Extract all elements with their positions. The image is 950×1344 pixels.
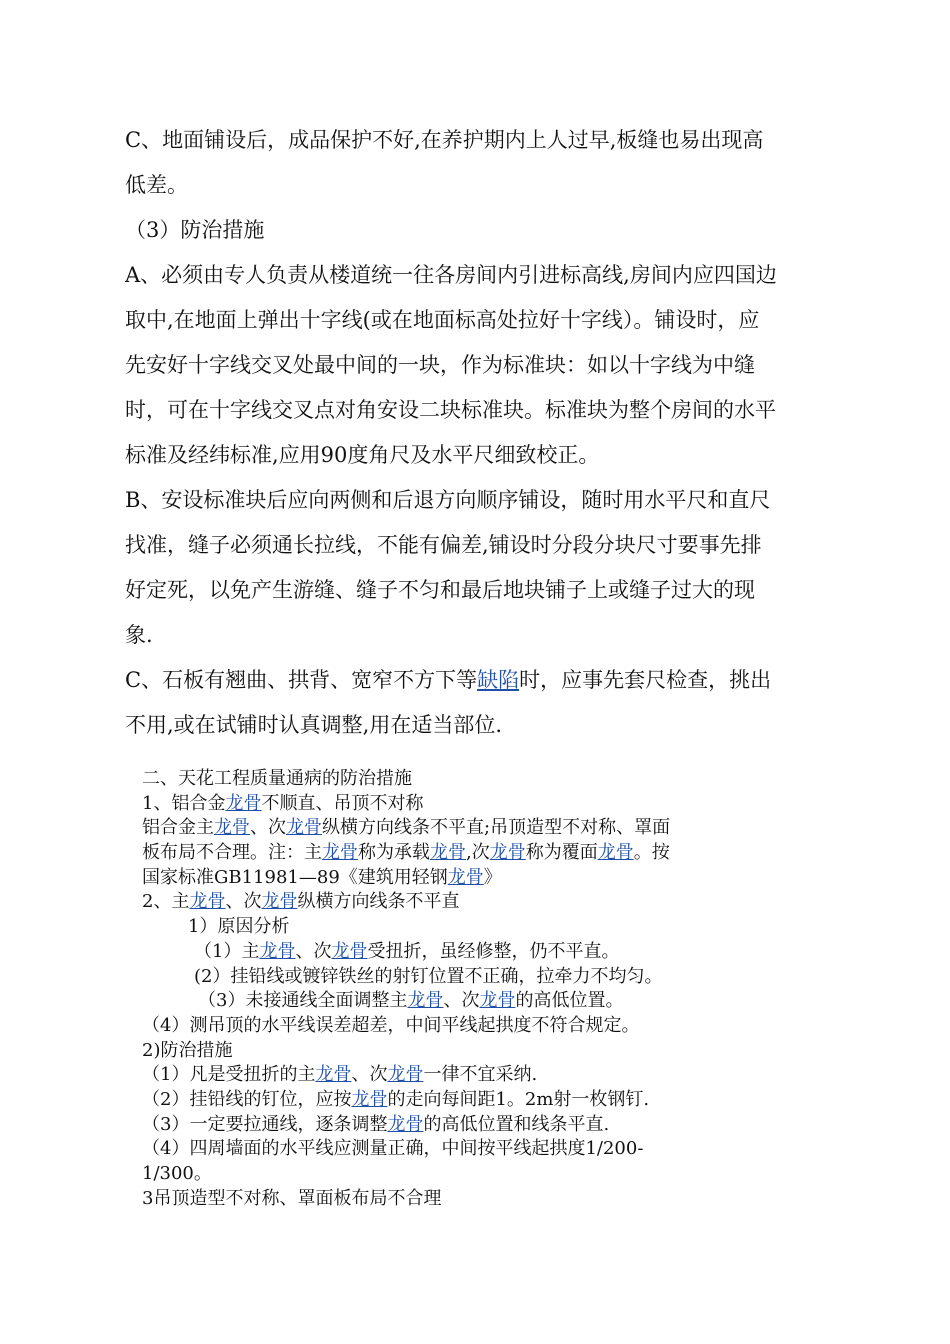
text-run: 1、铝合金 (142, 792, 226, 814)
text-run: 。按 (633, 842, 670, 864)
text-run: 、次 (250, 817, 286, 839)
text-line (142, 1162, 822, 1187)
text-run: （1）凡是受扭折的主 (142, 1064, 316, 1086)
text-run: 、次 (443, 990, 480, 1012)
text-line (142, 1014, 822, 1039)
term-link[interactable]: 龙骨 (597, 842, 634, 864)
text-run: （3）未接通线全面调整主 (198, 990, 408, 1012)
text-run: （3）一定要拉通线，逐条调整 (142, 1113, 388, 1135)
text-line (142, 989, 822, 1014)
term-link[interactable]: 龙骨 (331, 940, 368, 962)
text-run: 好定死，以免产生游缝、缝子不匀和最后地块铺子上或缝子过大的现 (125, 578, 755, 602)
text-line (142, 1063, 822, 1088)
text-run: 受扭折，虽经修整，仍不平直。 (367, 940, 620, 962)
text-run: 1/300。 (142, 1163, 212, 1184)
text-line (125, 568, 825, 613)
text-line (125, 163, 825, 208)
text-run: （1）主 (194, 940, 260, 962)
section-ceiling-defects (142, 767, 822, 1211)
text-line (142, 1113, 822, 1138)
section-floor-defects (125, 118, 825, 748)
text-run: A、必须由专人负责从楼道统一往各房间内引进标高线,房间内应四国边 (125, 263, 777, 287)
text-line (142, 890, 822, 915)
term-link[interactable]: 龙骨 (479, 990, 516, 1012)
text-line (142, 1187, 822, 1212)
term-link[interactable]: 龙骨 (351, 1088, 388, 1110)
text-run: 称为承载 (358, 842, 430, 864)
text-line (142, 767, 822, 792)
text-line (142, 940, 822, 965)
text-run: 的高低位置。 (515, 990, 624, 1012)
text-run: 、次 (225, 891, 262, 913)
text-run: 找准，缝子必须通长拉线，不能有偏差,铺设时分段分块尺寸要事先排 (125, 533, 762, 557)
text-run: (2）挂铅线或镀锌铁丝的射钉位置不正确，拉牵力不均匀。 (194, 965, 663, 987)
text-line (142, 1088, 822, 1113)
text-line (125, 118, 825, 163)
text-run: 标准及经纬标准,应用90度角尺及水平尺细致校正。 (125, 443, 600, 467)
text-run: （4）测吊顶的水平线误差超差，中间平线起拱度不符合规定。 (142, 1014, 640, 1036)
text-run: 纵横方向线条不平直;吊顶造型不对称、罩面 (322, 817, 671, 839)
text-line (125, 523, 825, 568)
text-line (142, 816, 822, 841)
text-run: 低差。 (125, 173, 188, 197)
text-line (142, 792, 822, 817)
text-run: 时，可在十字线交叉点对角安设二块标准块。标准块为整个房间的水平 (125, 398, 776, 422)
text-line (142, 915, 822, 940)
text-line (142, 866, 822, 891)
term-link[interactable]: 龙骨 (430, 842, 466, 864)
text-run: 二、天花工程质量通病的防治措施 (142, 768, 412, 789)
text-line (142, 1137, 822, 1162)
text-run: 时，应事先套尺检查，挑出 (519, 668, 772, 692)
text-run: 、次 (295, 940, 332, 962)
text-line (125, 613, 825, 658)
text-run: 、次 (351, 1064, 388, 1086)
term-link[interactable]: 龙骨 (214, 817, 250, 839)
text-run: 》 (483, 866, 502, 888)
text-line (125, 298, 825, 343)
text-run: 先安好十字线交叉处最中间的一块，作为标准块：如以十字线为中缝 (125, 353, 755, 377)
text-run: 不用,或在试铺时认真调整,用在适当部位. (125, 713, 503, 737)
text-line (125, 208, 825, 253)
text-run: 2、主 (142, 891, 190, 913)
term-link[interactable]: 龙骨 (225, 792, 262, 814)
text-run: 象. (125, 623, 153, 647)
text-run: 2)防治措施 (142, 1039, 233, 1061)
text-run: 一律不宜采纳. (423, 1064, 538, 1086)
text-run: （2）挂铅线的钉位，应按 (142, 1088, 352, 1110)
text-run: （4）四周墙面的水平线应测量正确，中间按平线起拱度1/200- (142, 1138, 644, 1160)
term-link[interactable]: 龙骨 (315, 1064, 352, 1086)
text-line (125, 658, 825, 703)
text-run: 的走向每间距1。2m射一枚钢钉. (387, 1088, 650, 1110)
text-run: 铝合金主 (142, 817, 214, 839)
text-line (125, 253, 825, 298)
text-run: 国家标准GB11981—89《建筑用轻钢 (142, 866, 448, 888)
text-line (142, 965, 822, 990)
text-run: 3吊顶造型不对称、罩面板布局不合理 (142, 1187, 442, 1209)
term-link[interactable]: 龙骨 (259, 940, 296, 962)
term-link[interactable]: 龙骨 (387, 1064, 424, 1086)
term-link[interactable]: 龙骨 (189, 891, 226, 913)
text-run: 取中,在地面上弹出十字线(或在地面标高处拉好十字线）。铺设时，应 (125, 308, 760, 332)
text-run: （3）防治措施 (125, 218, 265, 242)
text-run: 纵横方向线条不平直 (297, 891, 460, 913)
text-run: C、地面铺设后，成品保护不好,在养护期内上人过早,板缝也易出现高 (125, 128, 764, 152)
text-line (125, 433, 825, 478)
text-run: 称为覆面 (525, 842, 598, 864)
term-link[interactable]: 龙骨 (489, 842, 526, 864)
text-line (125, 478, 825, 523)
text-run: 1）原因分析 (188, 916, 290, 938)
term-link[interactable]: 龙骨 (387, 1113, 424, 1135)
term-link[interactable]: 缺陷 (477, 668, 520, 692)
term-link[interactable]: 龙骨 (261, 891, 298, 913)
text-run: 不顺直、吊顶不对称 (261, 792, 424, 814)
term-link[interactable]: 龙骨 (286, 817, 322, 839)
text-line (142, 1039, 822, 1064)
term-link[interactable]: 龙骨 (407, 990, 444, 1012)
text-line (142, 841, 822, 866)
term-link[interactable]: 龙骨 (447, 866, 484, 888)
text-run: 的高低位置和线条平直. (423, 1113, 610, 1135)
text-line (125, 703, 825, 748)
text-line (125, 388, 825, 433)
text-run: ,次 (466, 842, 490, 864)
term-link[interactable]: 龙骨 (322, 842, 358, 864)
text-run: B、安设标准块后应向两侧和后退方向顺序铺设，随时用水平尺和直尺 (125, 488, 771, 512)
text-run: 板布局不合理。注：主 (142, 842, 322, 864)
text-line (125, 343, 825, 388)
text-run: C、石板有翘曲、拱背、宽窄不方下等 (125, 668, 478, 692)
